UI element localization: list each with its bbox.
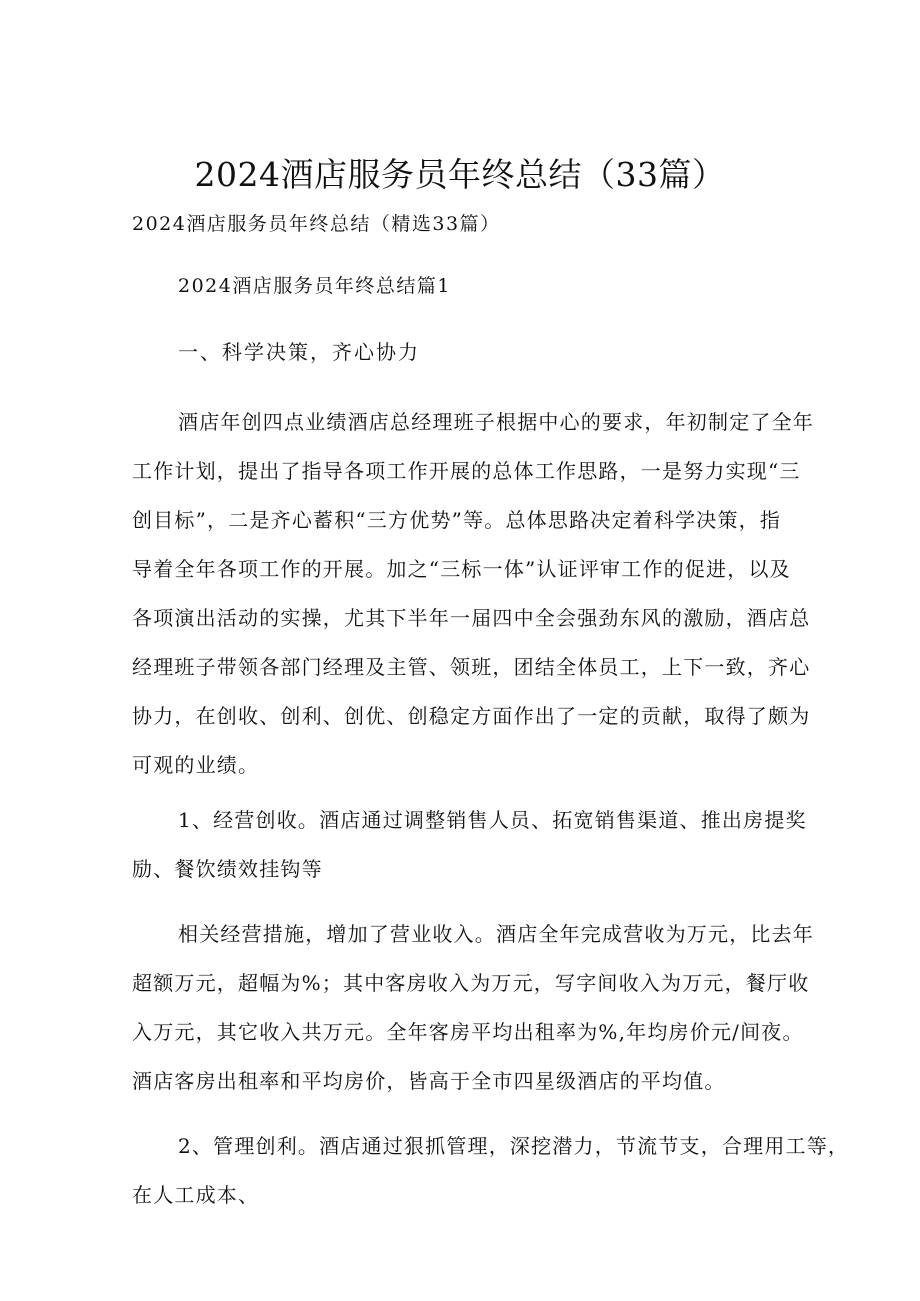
section-heading: 一、科学决策，齐心协力 [178,340,420,364]
document-title: 2024酒店服务员年终总结（33篇） [194,155,726,194]
paragraph-line: 1、经营创收。酒店通过调整销售人员、拓宽销售渠道、推出房提奖 [178,808,807,832]
paragraph-line: 可观的业绩。 [132,753,260,777]
paragraph-line: 协力，在创收、创利、创优、创稳定方面作出了一定的贡献，取得了颇为 [132,704,811,728]
paragraph-line: 酒店客房出租率和平均房价，皆高于全市四星级酒店的平均值。 [132,1069,726,1093]
paragraph-line: 酒店年创四点业绩酒店总经理班子根据中心的要求，年初制定了全年 [178,410,814,434]
paragraph-business-revenue [132,796,807,894]
paragraph-overview [132,398,814,790]
paragraph-management-profit [132,1122,850,1220]
paragraph-line: 相关经营措施，增加了营业收入。酒店全年完成营收为万元，比去年 [178,922,814,946]
paragraph-line: 入万元，其它收入共万元。全年客房平均出租率为%,年均房价元/间夜。 [132,1020,804,1044]
paragraph-line: 2、管理创利。酒店通过狠抓管理，深挖潜力，节流节支，合理用工等， [178,1134,850,1158]
paragraph-line: 工作计划，提出了指导各项工作开展的总体工作思路，一是努力实现“三 [132,459,801,483]
paragraph-line: 导着全年各项工作的开展。加之“三标一体”认证评审工作的促进，以及 [132,557,791,581]
document-subtitle: 2024酒店服务员年终总结（精选33篇） [132,213,501,235]
paragraph-revenue-details [132,910,814,1106]
paragraph-line: 励、餐饮绩效挂钩等 [132,857,323,881]
chapter-heading: 2024酒店服务员年终总结篇1 [178,275,451,297]
paragraph-line: 经理班子带领各部门经理及主管、领班，团结全体员工，上下一致，齐心 [132,655,811,679]
paragraph-line: 创目标”，二是齐心蓄积“三方优势”等。总体思路决定着科学决策，指 [132,508,782,532]
paragraph-line: 在人工成本、 [132,1183,260,1207]
paragraph-line: 超额万元，超幅为%；其中客房收入为万元，写字间收入为万元，餐厅收 [132,971,810,995]
paragraph-line: 各项演出活动的实操，尤其下半年一届四中全会强劲东风的激励，酒店总 [132,606,811,630]
